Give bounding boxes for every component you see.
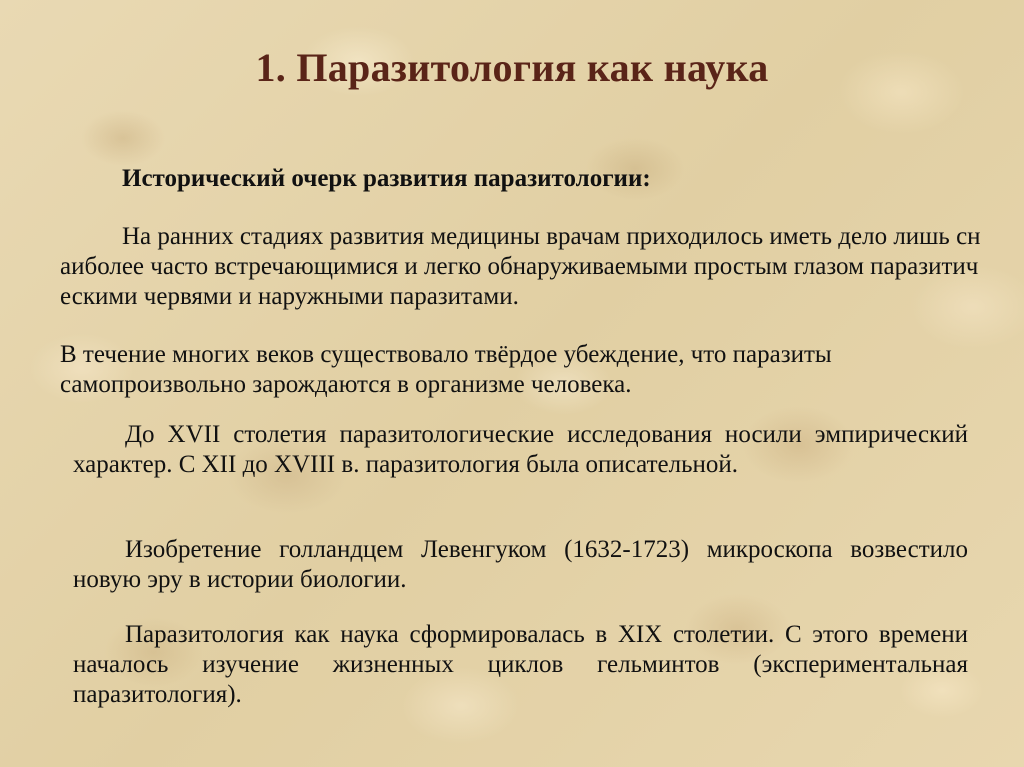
paragraph-empirical-period: До XVII столетия паразитологические исследования носили эмпирический характер. С XII до XVIII в. паразитология была описательной. — [73, 421, 968, 478]
slide-title: 1. Паразитология как наука — [255, 45, 769, 90]
paragraph-microscope: Изобретение голландцем Левенгуком (1632-1723) микроскопа возвестило новую эру в истории биологии. — [73, 536, 968, 593]
slide-subtitle: Исторический очерк развития паразитологии: — [122, 165, 651, 192]
paragraph-spontaneous-generation: В течение многих веков существовало твёрдое убеждение, что паразиты самопроизвольно зарождаются в организме человека. — [60, 341, 832, 398]
paragraph-early-medicine: На ранних стадиях развития медицины врачам приходилось иметь дело лишь снаиболее часто встречающимися и легко обнаруживаемыми простым глазом паразитическими червями и наружными паразитами. — [60, 223, 981, 310]
paragraph-science-formation: Паразитология как наука сформировалась в XIX столетии. С этого времени началось изучение жизненных циклов гельминтов (экспериментальная паразитология). — [73, 621, 968, 708]
